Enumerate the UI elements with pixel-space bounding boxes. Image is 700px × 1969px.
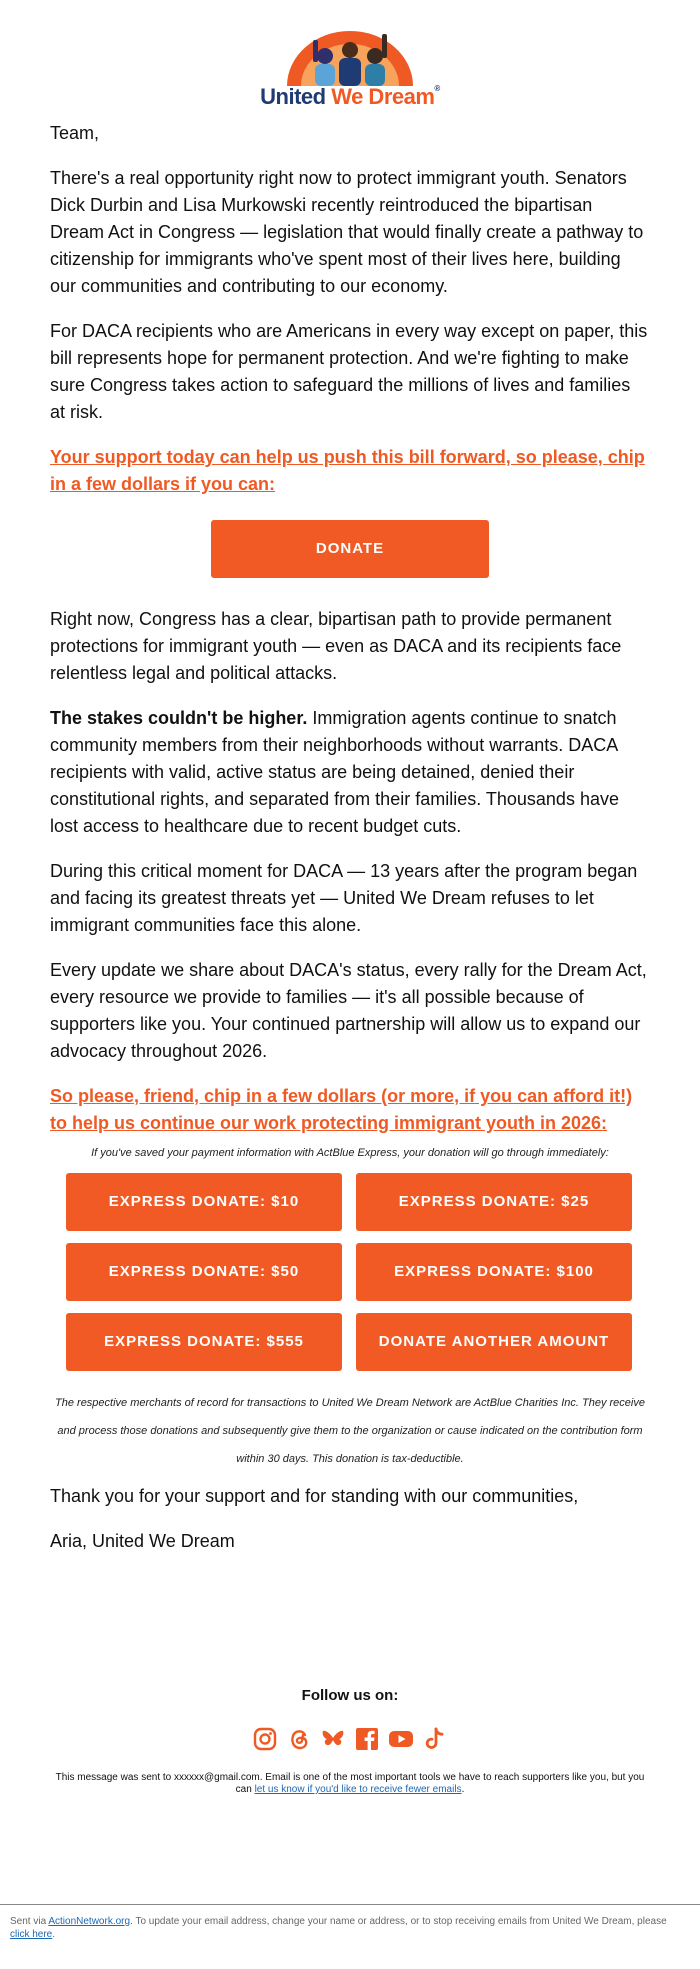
email-body [0, 120, 700, 1752]
social-icons [50, 1726, 650, 1752]
actblue-disclaimer: The respective merchants of record for transactions to United We Dream Network are ActBlue Charities Inc. They receive and process those donations and subsequently give them to the organization or cause indicated on the contribution form within 30 days. This donation is tax-deductible. [55, 1397, 645, 1465]
threads-icon[interactable] [286, 1726, 312, 1752]
express-donate-grid [50, 1173, 650, 1371]
youtube-icon[interactable] [388, 1726, 414, 1752]
unsubscribe-link[interactable]: click here [10, 1929, 53, 1940]
paragraph-3: Right now, Congress has a clear, bipartisan path to provide permanent protections for immigrant youth — even as DACA and its recipients face relentless legal and political attacks. [50, 609, 622, 683]
express-donate-25-button[interactable]: EXPRESS DONATE: $25 [356, 1173, 632, 1231]
paragraph-6: Every update we share about DACA's status, every rally for the Dream Act, every resource we provide to families — it's all possible because of supporters like you. Your continued partnership will allow us to expand our advocacy throughout 2026. [50, 960, 647, 1061]
logo-wordmark: United We Dream® [260, 84, 440, 109]
paragraph-1: There's a real opportunity right now to protect immigrant youth. Senators Dick Durbin and Lisa Murkowski recently reintroduced the bipartisan Dream Act in Congress — legislation that would finally create a pathway to citizenship for immigrants who've spent most of their lives here, building our communities and contributing to our economy. [50, 168, 644, 296]
paragraph-2: For DACA recipients who are Americans in every way except on paper, this bill represents hope for permanent protection. And we're fighting to make sure Congress takes action to safeguard the millions of lives and families at risk. [50, 321, 648, 422]
stakes-bold: The stakes couldn't be higher. [50, 708, 308, 728]
facebook-icon[interactable] [354, 1726, 380, 1752]
donate-button[interactable]: DONATE [211, 520, 489, 578]
greeting: Team, [50, 123, 100, 143]
logo-art [275, 26, 425, 88]
cta-link-2[interactable]: So please, friend, chip in a few dollars (or more, if you can afford it!) to help us continue our work protecting immigrant youth in 2026: [50, 1086, 633, 1133]
follow-us-label: Follow us on: [301, 1687, 399, 1704]
header-logo [0, 0, 700, 120]
express-donate-100-button[interactable]: EXPRESS DONATE: $100 [356, 1243, 632, 1301]
cta-link-1[interactable]: Your support today can help us push this bill forward, so please, chip in a few dollars if you can: [50, 447, 645, 494]
express-donate-555-button[interactable]: EXPRESS DONATE: $555 [66, 1313, 342, 1371]
sent-message: This message was sent to xxxxxx@gmail.com. Email is one of the most important tools we have to reach supporters like you, but you can let us know if you'd like to receive fewer emails. [55, 1772, 645, 1795]
actionnetwork-link[interactable]: ActionNetwork.org [48, 1916, 131, 1927]
express-note: If you've saved your payment information with ActBlue Express, your donation will go through immediately: [91, 1147, 609, 1159]
closing-thanks: Thank you for your support and for standing with our communities, [50, 1486, 579, 1506]
paragraph-5: During this critical moment for DACA — 13 years after the program began and facing its greatest threats yet — United We Dream refuses to let immigrant communities face this alone. [50, 861, 638, 935]
signature: Aria, United We Dream [50, 1531, 235, 1551]
bluesky-icon[interactable] [320, 1726, 346, 1752]
footer-divider [0, 1904, 700, 1905]
paragraph-4-rest: Immigration agents continue to snatch community members from their neighborhoods without warrants. DACA recipients with valid, active status are being detained, denied their constitutional rights, and separated from their families. Thousands have lost access to healthcare due to recent budget cuts. [50, 708, 619, 836]
express-donate-50-button[interactable]: EXPRESS DONATE: $50 [66, 1243, 342, 1301]
paragraph-4 [50, 705, 650, 840]
tiktok-icon[interactable] [422, 1726, 448, 1752]
express-donate-10-button[interactable]: EXPRESS DONATE: $10 [66, 1173, 342, 1231]
fewer-emails-link[interactable]: let us know if you'd like to receive fewer emails [254, 1784, 462, 1795]
footer: Sent via ActionNetwork.org. To update your email address, change your name or address, or to stop receiving emails from United We Dream, please click here. [10, 1916, 667, 1940]
instagram-icon[interactable] [252, 1726, 278, 1752]
donate-another-amount-button[interactable]: DONATE ANOTHER AMOUNT [356, 1313, 632, 1371]
